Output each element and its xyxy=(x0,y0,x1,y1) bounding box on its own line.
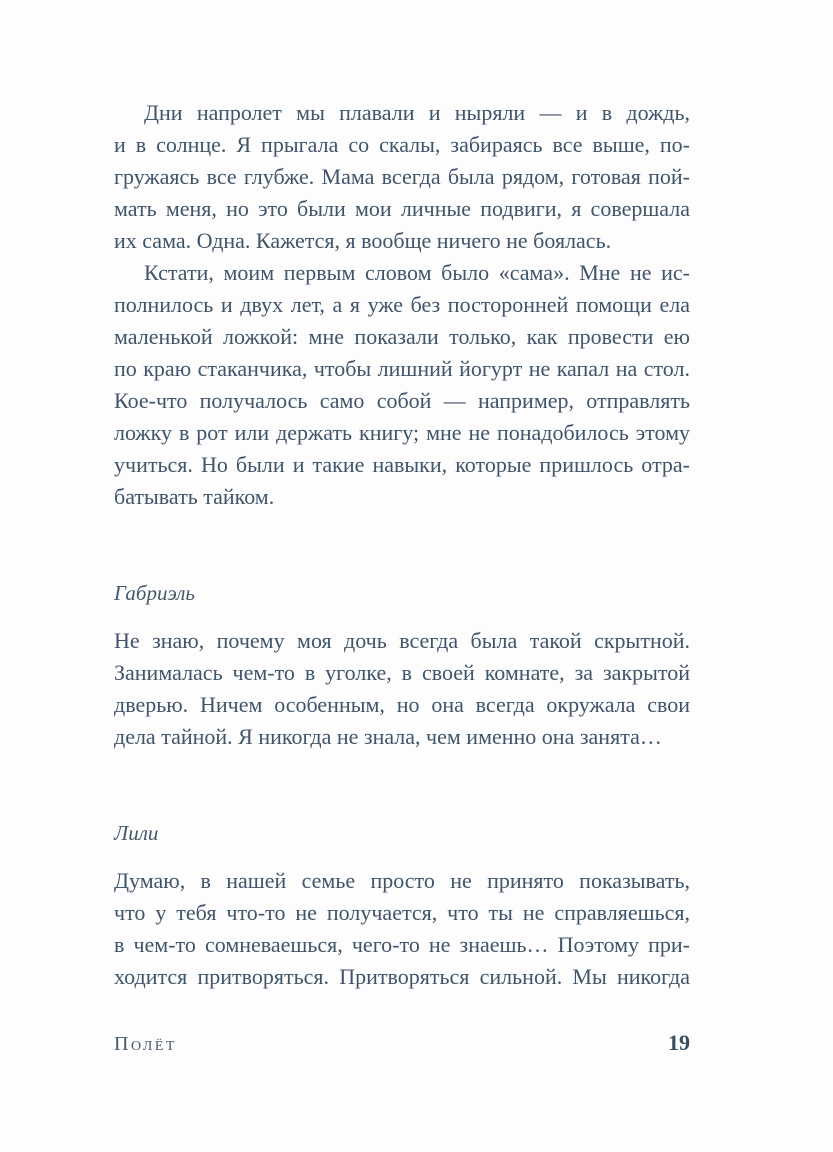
paragraph xyxy=(114,865,690,993)
speaker-heading-gabrielle: Габриэль xyxy=(114,581,195,605)
text-line: дверью. Ничем особенным, но она всегда окружала свои xyxy=(114,692,690,717)
text-line: ложку в рот или держать книгу; мне не понадобилось этому xyxy=(114,420,690,445)
text-line: дела тайной. Я никогда не знала, чем именно она занята… xyxy=(114,724,662,749)
text-line: их сама. Одна. Кажется, я вообще ничего не боялась. xyxy=(114,228,612,253)
text-line: гружаясь все глубже. Мама всегда была рядом, готовая пой- xyxy=(114,164,690,189)
running-title: Полёт xyxy=(114,1033,177,1055)
text-line: Думаю, в нашей семье просто не принято показывать, xyxy=(114,868,690,893)
text-line: Кстати, моим первым словом было «сама». Мне не ис- xyxy=(144,260,690,285)
page-body xyxy=(114,97,690,993)
speaker-heading-lili: Лили xyxy=(114,821,159,845)
text-line: маленькой ложкой: мне показали только, как провести ею xyxy=(114,324,690,349)
page-footer xyxy=(114,1030,690,1056)
text-line: в чем-то сомневаешься, чего-то не знаешь… Поэтому при- xyxy=(114,932,690,957)
text-line: по краю стаканчика, чтобы лишний йогурт не капал на стол. xyxy=(114,356,690,381)
text-line: Не знаю, почему моя дочь всегда была такой скрытной. xyxy=(114,628,690,653)
text-line: мать меня, но это были мои личные подвиги, я совершала xyxy=(114,196,690,221)
text-line: что у тебя что-то не получается, что ты не справляешься, xyxy=(114,900,690,925)
page-number: 19 xyxy=(668,1030,690,1055)
text-line: учиться. Но были и такие навыки, которые пришлось отра- xyxy=(114,452,690,477)
text-line: Занималась чем-то в уголке, в своей комнате, за закрытой xyxy=(114,660,690,685)
paragraph xyxy=(114,625,690,753)
text-line: Дни напролет мы плавали и ныряли — и в дождь, xyxy=(144,100,690,125)
text-line: Кое-что получалось само собой — например, отправлять xyxy=(114,388,690,413)
text-line: батывать тайком. xyxy=(114,484,275,509)
paragraph xyxy=(114,257,690,513)
paragraph xyxy=(114,97,690,257)
text-line: ходится притворяться. Притворяться сильной. Мы никогда xyxy=(114,964,690,989)
text-line: и в солнце. Я прыгала со скалы, забираясь все выше, по- xyxy=(114,132,690,157)
text-line: полнилось и двух лет, а я уже без посторонней помощи ела xyxy=(114,292,690,317)
